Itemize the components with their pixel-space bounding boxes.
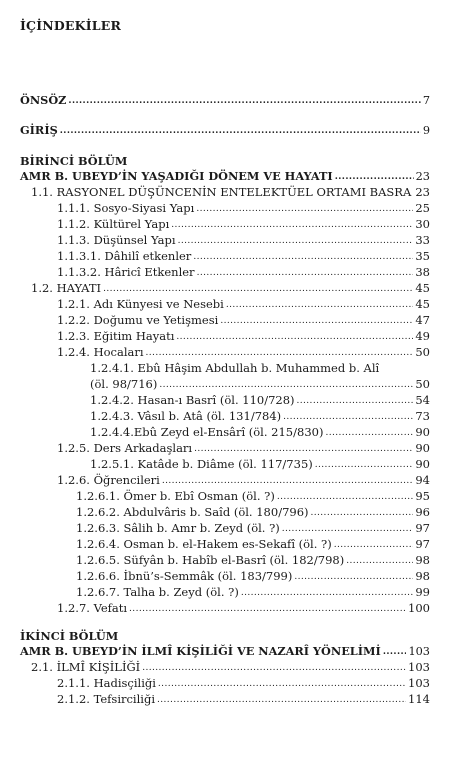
toc-entry[interactable]: 1.2.6.3. Sâlih b. Amr b. Zeyd (öl. ?) ..... 97 [20,521,430,538]
leader-dots [277,490,414,505]
table-of-contents [20,0,430,760]
toc-entry[interactable]: 1.2.4.1. Ebû Hâşim Abdullah b. Muhammed b. Alî [90,361,380,375]
toc-entry[interactable]: 1.2. HAYATI ..... 45 [20,281,430,298]
toc-entry[interactable]: 1.2.6.2. Abdulvâris b. Saîd (öl. 180/796) ..... 96 [20,505,430,522]
leader-dots [325,426,413,441]
toc-entry[interactable]: 1.2.6.6. İbnü’s-Semmâk (öl. 183/799) ..... 98 [20,569,430,586]
toc-entry[interactable]: 1.1.2. Kültürel Yapı ..... 30 [20,217,430,234]
toc-entry[interactable]: 1.2.6.1. Ömer b. Ebî Osman (öl. ?) ..... 95 [20,489,430,506]
toc-entry[interactable]: 1.1. RASYONEL DÜŞÜNCENİN ENTELEKTÜEL ORTAMI BASRA ..... 23 [20,185,430,202]
toc-entry[interactable]: 1.1.3.1. Dâhilî etkenler ..... 35 [20,249,430,266]
leader-dots [193,250,413,265]
page-title: İÇİNDEKİLER [20,18,122,33]
toc-entry[interactable]: 2.1.2. Tefsirciliği ..... 114 [20,692,430,709]
leader-dots [194,442,413,457]
toc-entry[interactable]: 1.2.4. Hocaları ..... 50 [20,345,430,362]
leader-dots [146,346,414,361]
toc-entry-onsoz[interactable]: ÖNSÖZ ..... 7 [20,93,430,110]
toc-entry[interactable]: 1.2.5.1. Katâde b. Diâme (öl. 117/735) ..... 90 [20,457,430,474]
part2-title[interactable]: AMR B. UBEYD’İN İLMÎ KİŞİLİĞİ VE NAZARÎ YÖNELİMİ ..... 103 [20,644,430,661]
toc-entry[interactable]: (öl. 98/716) ..... 50 [20,377,430,394]
leader-dots [241,586,414,601]
toc-entry[interactable]: 1.1.3.2. Hâricî Etkenler ..... 38 [20,265,430,282]
leader-dots [226,298,414,313]
leader-dots [334,538,414,553]
leader-dots [283,410,413,425]
toc-entry[interactable]: 1.2.2. Doğumu ve Yetişmesi ..... 47 [20,313,430,330]
leader-dots [158,677,406,692]
toc-entry[interactable]: 1.2.4.3. Vâsıl b. Atâ (öl. 131/784) ..... 73 [20,409,430,426]
part1-heading: BİRİNCİ BÖLÜM [20,154,128,168]
leader-dots [129,602,406,617]
part1-title[interactable]: AMR B. UBEYD’İN YAŞADIĞI DÖNEM VE HAYATI ..... 23 [20,169,430,186]
toc-entry[interactable]: 2.1.1. Hadisçiliği ..... 103 [20,676,430,693]
leader-dots [162,474,414,489]
toc-entry[interactable]: 1.1.1. Sosyo-Siyasi Yapı ..... 25 [20,201,430,218]
leader-dots [282,522,414,537]
leader-dots [159,378,413,393]
leader-dots [197,266,414,281]
leader-dots [103,282,413,297]
leader-dots [315,458,414,473]
leader-dots [383,645,407,660]
toc-entry[interactable]: 1.2.1. Adı Künyesi ve Nesebi ..... 45 [20,297,430,314]
leader-dots [60,124,421,139]
leader-dots [68,94,420,109]
toc-entry[interactable]: 1.2.4.4.Ebû Zeyd el-Ensârî (öl. 215/830) ..... 90 [20,425,430,442]
leader-dots [196,202,413,217]
toc-entry[interactable]: 1.1.3. Düşünsel Yapı ..... 33 [20,233,430,250]
leader-dots [294,570,413,585]
part2-heading: İKİNCİ BÖLÜM [20,629,119,643]
toc-entry[interactable]: 1.2.6. Öğrencileri ..... 94 [20,473,430,490]
leader-dots [142,661,406,676]
toc-entry-giris[interactable]: GİRİŞ ..... 9 [20,123,430,140]
leader-dots [176,330,413,345]
toc-entry[interactable]: 1.2.3. Eğitim Hayatı ..... 49 [20,329,430,346]
leader-dots [311,506,414,521]
toc-entry[interactable]: 1.2.6.5. Süfyân b. Habîb el-Basrî (öl. 182/798) ..... 98 [20,553,430,570]
toc-entry[interactable]: 1.2.6.4. Osman b. el-Hakem es-Sekafî (öl. ?) ..... 97 [20,537,430,554]
toc-entry[interactable]: 1.2.6.7. Talha b. Zeyd (öl. ?) ..... 99 [20,585,430,602]
toc-entry[interactable]: 1.2.7. Vefatı ..... 100 [20,601,430,618]
toc-entry[interactable]: 1.2.5. Ders Arkadaşları ..... 90 [20,441,430,458]
toc-entry[interactable]: 2.1. İLMÎ KİŞİLİĞİ ..... 103 [20,660,430,677]
toc-entry[interactable]: 1.2.4.2. Hasan-ı Basrî (öl. 110/728) ..... 54 [20,393,430,410]
leader-dots [220,314,413,329]
leader-dots [335,170,414,185]
leader-dots [171,218,413,233]
leader-dots [157,693,406,708]
leader-dots [297,394,414,409]
leader-dots [346,554,413,569]
leader-dots [178,234,414,249]
